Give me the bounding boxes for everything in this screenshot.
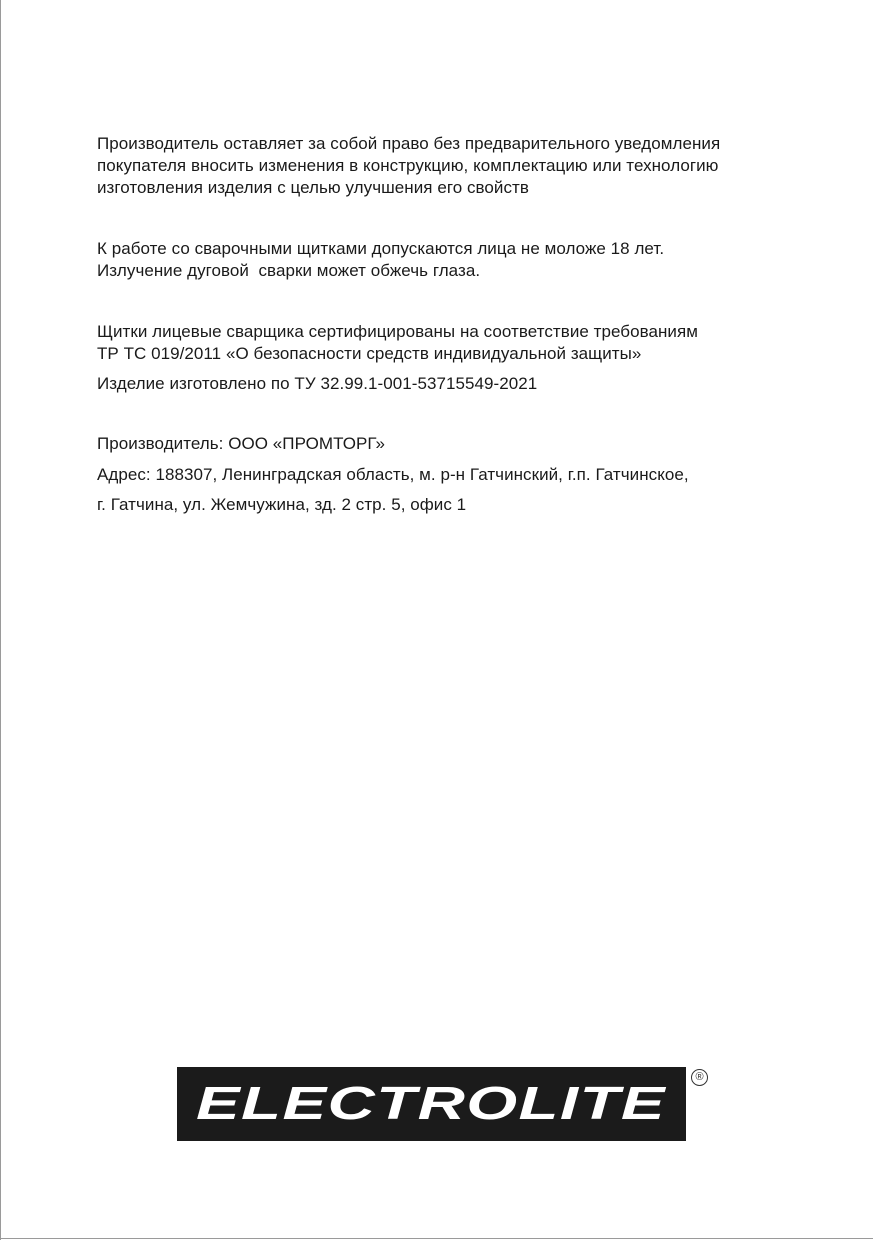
- electrolite-logo: [177, 1067, 686, 1141]
- rights-line-2: покупателя вносить изменения в конструкцию, комплектацию или технологию: [97, 156, 719, 175]
- rights-line-1: Производитель оставляет за собой право без предварительного уведомления: [97, 134, 721, 153]
- age-warning-paragraph: [97, 238, 837, 282]
- address-text-1: Адрес: 188307, Ленинградская область, м. р-н Гатчинский, г.п. Гатчинское,: [97, 465, 689, 484]
- age-warning-line-1: К работе со сварочными щитками допускаются лица не моложе 18 лет.: [97, 239, 665, 258]
- rights-line-3: изготовления изделия с целью улучшения его свойств: [97, 178, 529, 197]
- tu-line: [97, 373, 837, 395]
- certification-paragraph: [97, 321, 837, 365]
- page-border-left: [0, 0, 1, 1240]
- tu-text: Изделие изготовлено по ТУ 32.99.1-001-53715549-2021: [97, 374, 538, 393]
- registered-trademark-icon: ®: [691, 1069, 708, 1086]
- age-warning-line-2: Излучение дуговой сварки может обжечь глаза.: [97, 261, 481, 280]
- manufacturer-line: [97, 433, 837, 455]
- address-line-1: [97, 464, 837, 486]
- logo-text: ELECTROLITE: [196, 1077, 667, 1129]
- certification-line-2: ТР ТС 019/2011 «О безопасности средств индивидуальной защиты»: [97, 344, 642, 363]
- address-text-2: г. Гатчина, ул. Жемчужина, зд. 2 стр. 5, офис 1: [97, 495, 467, 514]
- page-border-bottom: [0, 1238, 873, 1239]
- manufacturer-text: Производитель: ООО «ПРОМТОРГ»: [97, 434, 386, 453]
- electrolite-logo-wordmark: [177, 1067, 686, 1141]
- address-line-2: [97, 494, 837, 516]
- rights-paragraph: [97, 133, 837, 199]
- certification-line-1: Щитки лицевые сварщика сертифицированы на соответствие требованиям: [97, 322, 698, 341]
